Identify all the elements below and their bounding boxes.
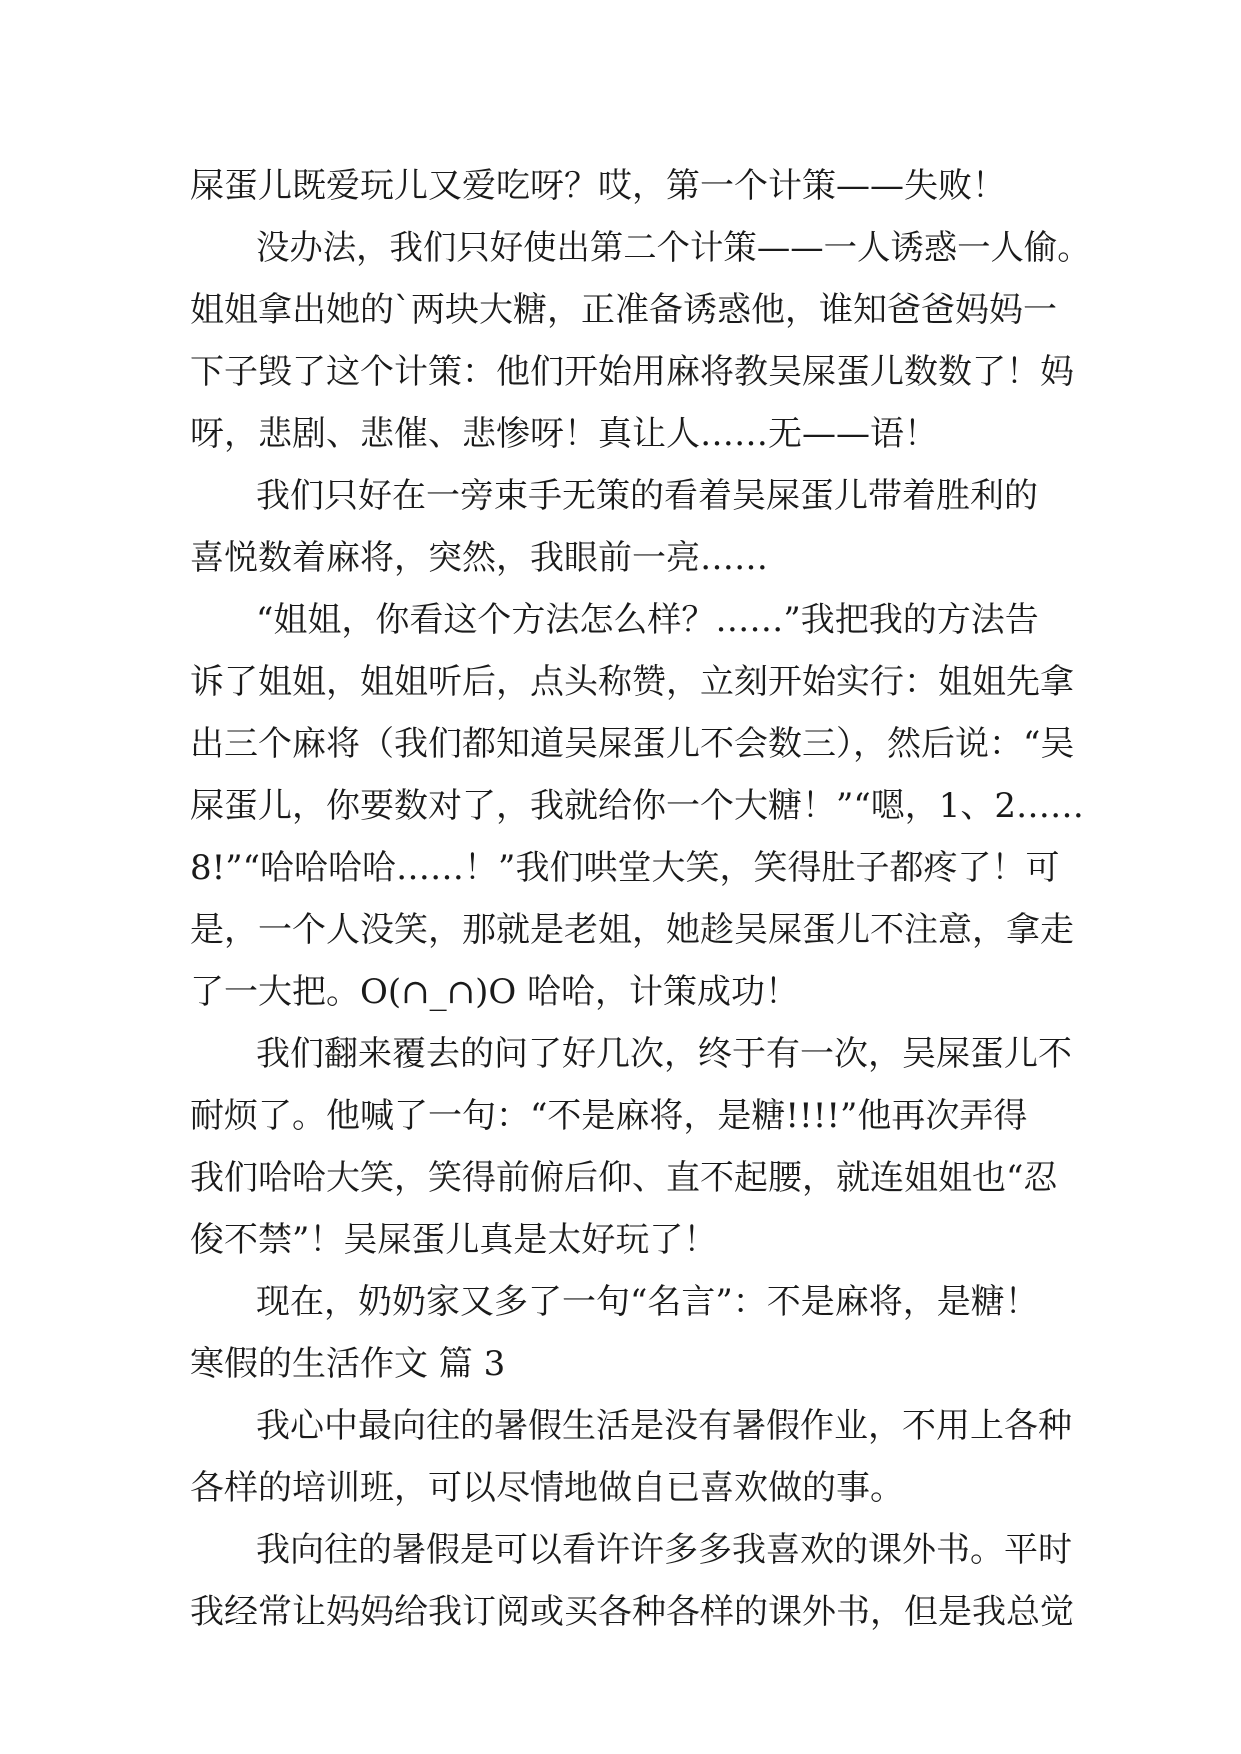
text-line: 是，一个人没笑，那就是老姐，她趁吴屎蛋儿不注意，拿走 — [190, 910, 1074, 950]
text-line: 俊不禁”！吴屎蛋儿真是太好玩了！ — [190, 1220, 718, 1260]
text-line: 我们只好在一旁束手无策的看着吴屎蛋儿带着胜利的 — [256, 476, 1038, 516]
text-line: 现在，奶奶家又多了一句“名言”：不是麻将，是糖！ — [256, 1282, 1039, 1322]
text-line: 呀，悲剧、悲催、悲惨呀！真让人……无——语！ — [190, 414, 938, 454]
text-line: 屎蛋儿，你要数对了，我就给你一个大糖！”“嗯，1、2…… — [190, 786, 1085, 826]
text-line: 喜悦数着麻将，突然，我眼前一亮…… — [190, 538, 768, 578]
text-line: 没办法，我们只好使出第二个计策——一人诱惑一人偷。 — [256, 228, 1091, 268]
text-line: 下子毁了这个计策：他们开始用麻将教吴屎蛋儿数数了！妈 — [190, 352, 1074, 392]
text-line: 我向往的暑假是可以看许许多多我喜欢的课外书。平时 — [256, 1530, 1072, 1570]
text-line: 姐姐拿出她的`两块大糖，正准备诱惑他，谁知爸爸妈妈一 — [190, 290, 1057, 330]
section-heading: 寒假的生活作文 篇 3 — [190, 1344, 506, 1384]
text-line: 了一大把。O(∩_∩)O 哈哈，计策成功！ — [190, 972, 800, 1012]
text-line: 出三个麻将（我们都知道吴屎蛋儿不会数三），然后说：“吴 — [190, 724, 1075, 764]
text-line: 各样的培训班，可以尽情地做自已喜欢做的事。 — [190, 1468, 904, 1508]
text-line: 诉了姐姐，姐姐听后，点头称赞，立刻开始实行：姐姐先拿 — [190, 662, 1074, 702]
text-line: 耐烦了。他喊了一句：“不是麻将，是糖!!!!”他再次弄得 — [190, 1096, 1028, 1136]
text-line: 我心中最向往的暑假生活是没有暑假作业，不用上各种 — [256, 1406, 1072, 1446]
text-line: 我经常让妈妈给我订阅或买各种各样的课外书，但是我总觉 — [190, 1592, 1074, 1632]
text-line: 我们翻来覆去的问了好几次，终于有一次，吴屎蛋儿不 — [256, 1034, 1072, 1074]
text-line: 8!”“哈哈哈哈……！”我们哄堂大笑，笑得肚子都疼了！可 — [190, 848, 1060, 888]
text-line: “姐姐，你看这个方法怎么样？……”我把我的方法告 — [256, 600, 1039, 640]
text-line: 我们哈哈大笑，笑得前俯后仰、直不起腰，就连姐姐也“忍 — [190, 1158, 1058, 1198]
text-line: 屎蛋儿既爱玩儿又爱吃呀？哎，第一个计策——失败！ — [190, 166, 1006, 206]
